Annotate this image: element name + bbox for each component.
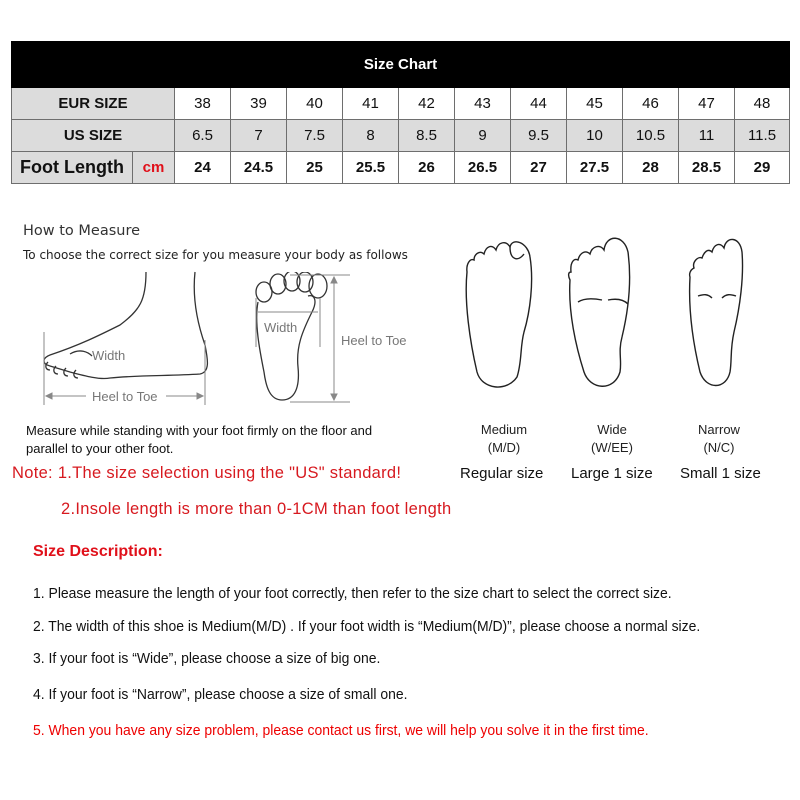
wide-size-advice: Large 1 size [571,465,653,482]
medium-size-advice: Regular size [460,465,544,482]
eur-size-cell: 44 [511,88,567,120]
foot-length-cell: 28 [623,152,679,184]
us-size-cell: 10 [567,120,623,152]
narrow-size-advice: Small 1 size [680,465,761,482]
foot-type-code: (W/EE) [591,440,633,455]
eur-size-cell: 46 [623,88,679,120]
wide-foot-icon [566,232,641,392]
medium-foot-icon [462,232,537,392]
us-size-cell: 10.5 [623,120,679,152]
foot-length-cell: 25 [287,152,343,184]
foot-length-cell: 26.5 [455,152,511,184]
us-size-cell: 8 [343,120,399,152]
note-us-standard: Note: 1.The size selection using the "US" standard! [12,464,402,482]
measure-instruction [26,422,426,458]
foot-length-cell: 26 [399,152,455,184]
eur-size-cell: 48 [735,88,790,120]
foot-type-code: (M/D) [487,440,521,455]
size-chart-table [11,41,790,184]
us-size-cell: 11.5 [735,120,790,152]
size-description-item: 1. Please measure the length of your foot correctly, then refer to the size chart to select the correct size. [33,585,672,602]
size-description-item: 4. If your foot is “Narrow”, please choose a size of small one. [33,686,408,703]
foot-length-label: Foot Length [12,152,133,184]
size-description-item: 3. If your foot is “Wide”, please choose a size of big one. [33,650,381,667]
foot-length-cell: 25.5 [343,152,399,184]
us-size-row [12,120,790,152]
foot-length-cell: 29 [735,152,790,184]
size-chart-title: Size Chart [12,42,790,88]
size-description-contact: 5. When you have any size problem, please contact us first, we will help you solve it in the first time. [33,722,649,739]
foot-length-cell: 24.5 [231,152,287,184]
instruction-line: Measure while standing with your foot firmly on the floor and [26,423,373,438]
unit-label: cm [133,152,175,184]
eur-size-cell: 40 [287,88,343,120]
eur-size-cell: 41 [343,88,399,120]
how-to-measure-title: How to Measure [23,223,141,239]
foot-length-cell: 27 [511,152,567,184]
eur-size-label: EUR SIZE [12,88,175,120]
sole-heel-to-toe-label: Heel to Toe [341,333,407,348]
size-description-title: Size Description: [33,543,163,560]
eur-size-cell: 39 [231,88,287,120]
sole-width-label: Width [264,320,298,335]
foot-length-cell: 27.5 [567,152,623,184]
foot-type-name: Wide [597,422,627,437]
us-size-cell: 8.5 [399,120,455,152]
us-size-label: US SIZE [12,120,175,152]
narrow-foot-icon [684,232,754,392]
eur-size-cell: 43 [455,88,511,120]
us-size-cell: 7.5 [287,120,343,152]
note-insole-length: 2.Insole length is more than 0-1CM than foot length [61,500,452,518]
side-width-label: Width [92,348,126,363]
size-description-item: 2. The width of this shoe is Medium(M/D) . If your foot width is “Medium(M/D)”, please choose a normal size. [33,618,701,635]
foot-type-name: Medium [480,422,528,437]
eur-size-cell: 45 [567,88,623,120]
us-size-cell: 9.5 [511,120,567,152]
eur-size-cell: 38 [175,88,231,120]
foot-length-cell: 24 [175,152,231,184]
foot-type-code: (N/C) [703,440,735,455]
foot-length-row [12,152,790,184]
foot-length-cell: 28.5 [679,152,735,184]
eur-size-cell: 47 [679,88,735,120]
medium-foot-label [459,421,549,457]
narrow-foot-label [674,421,764,457]
eur-size-row [12,88,790,120]
instruction-line: parallel to your other foot. [26,441,174,456]
wide-foot-label [567,421,657,457]
us-size-cell: 6.5 [175,120,231,152]
eur-size-cell: 42 [399,88,455,120]
how-to-measure-subtitle: To choose the correct size for you measure your body as follows [23,248,408,262]
side-heel-to-toe-label: Heel to Toe [92,389,158,404]
us-size-cell: 11 [679,120,735,152]
us-size-cell: 7 [231,120,287,152]
us-size-cell: 9 [455,120,511,152]
foot-type-name: Narrow [698,422,740,437]
